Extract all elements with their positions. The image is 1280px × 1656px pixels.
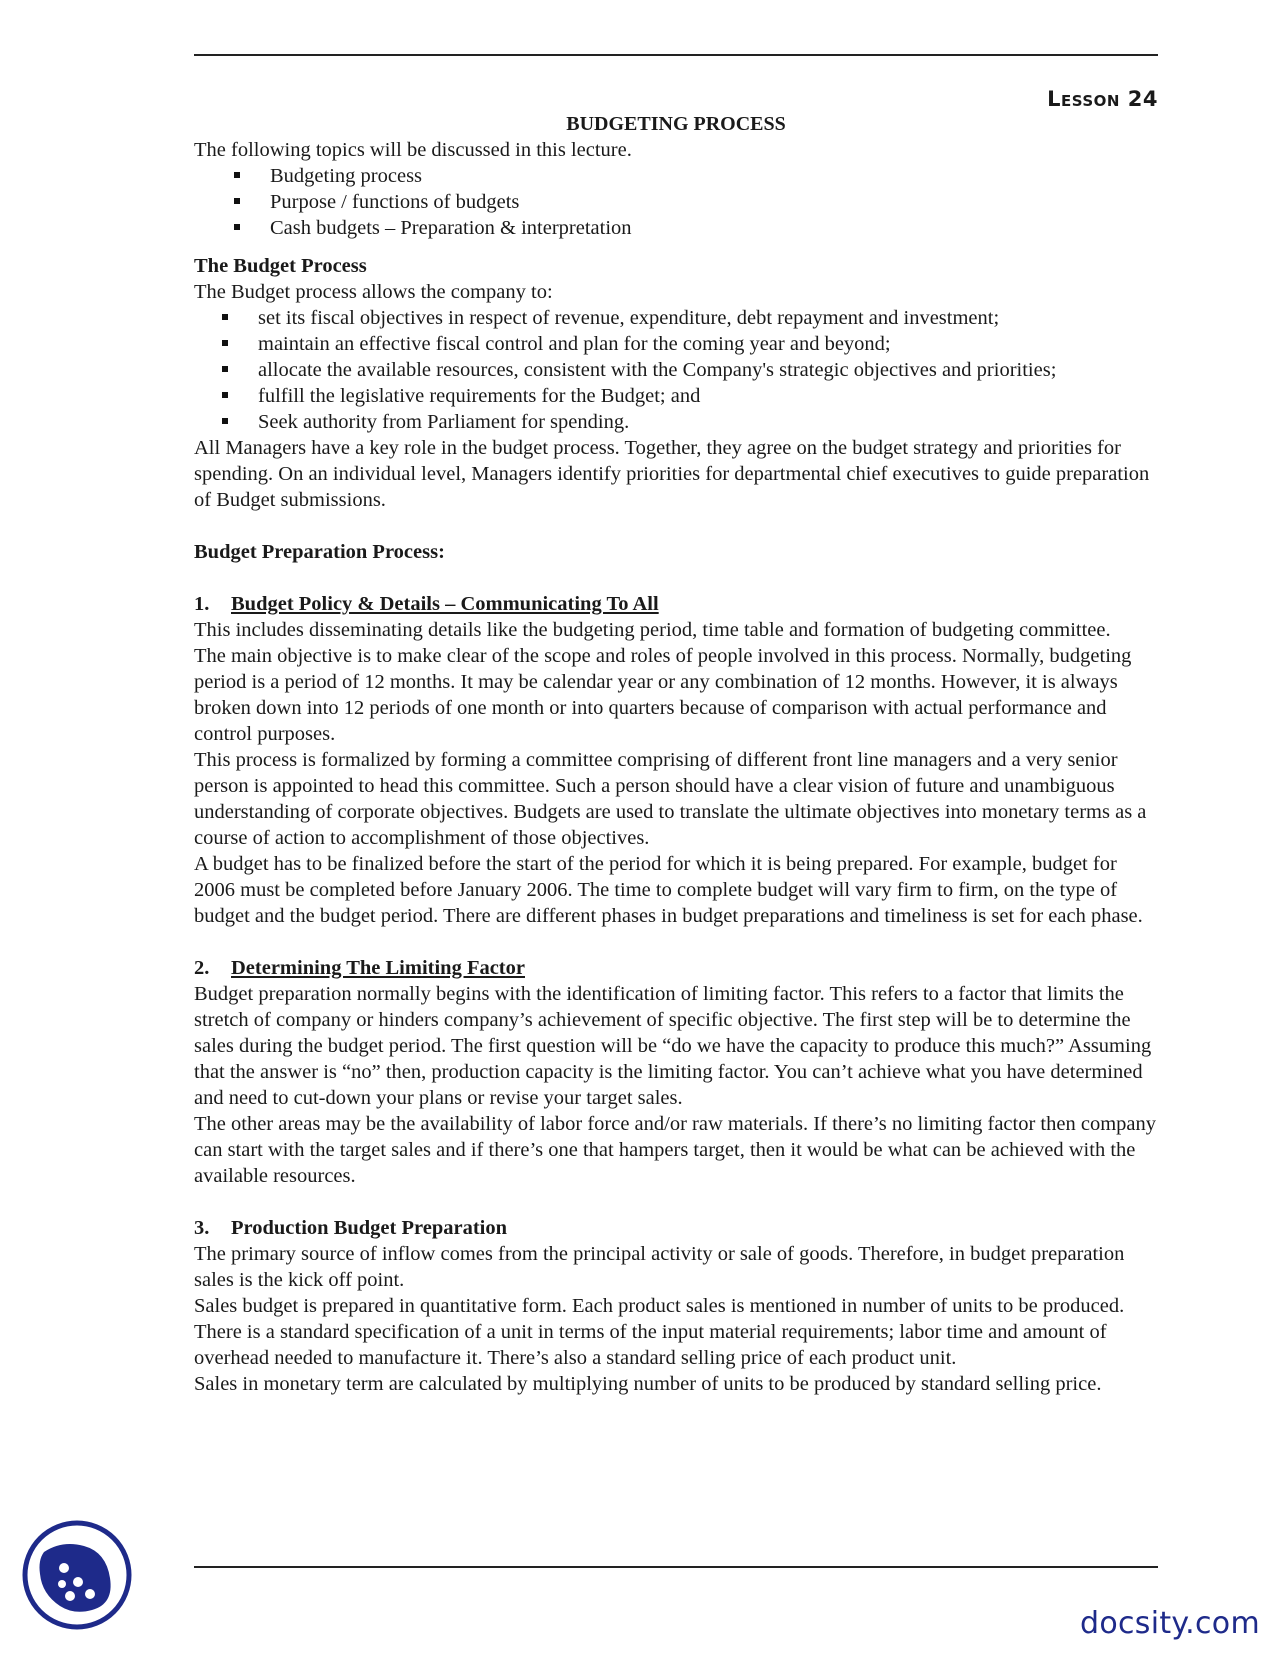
section-1-paragraph: This includes disseminating details like the budgeting period, time table and formation of budgeting committee. bbox=[194, 619, 1111, 641]
list-item-text: set its fiscal objectives in respect of revenue, expenditure, debt repayment and investment; bbox=[258, 307, 1000, 329]
section-number: 3. bbox=[194, 1217, 210, 1239]
bullet-icon bbox=[222, 314, 228, 320]
top-rule bbox=[194, 54, 1158, 56]
list-item bbox=[222, 305, 1158, 331]
section-3-paragraph: Sales budget is prepared in quantitative form. Each product sales is mentioned in number of units to be produced. There is a standard specification of a unit in terms of the input material requirements; labor time and amount of overhead needed to manufacture it. There’s also a standard selling price of each product unit. bbox=[194, 1295, 1125, 1369]
budget-process-paragraph: All Managers have a key role in the budget process. Together, they agree on the budget strategy and priorities for spending. On an individual level, Managers identify priorities for departmental chief executives to guide preparation of Budget submissions. bbox=[194, 437, 1150, 511]
list-item bbox=[222, 331, 1158, 357]
list-item-text: fulfill the legislative requirements for the Budget; and bbox=[258, 385, 701, 407]
bottom-rule bbox=[194, 1566, 1158, 1568]
bullet-icon bbox=[234, 172, 240, 178]
lesson-label: Lesson 24 bbox=[1047, 87, 1158, 111]
section-2-paragraph: The other areas may be the availability of labor force and/or raw materials. If there’s no limiting factor then company can start with the target sales and if there’s one that hampers target, then it would be what can be achieved with the available resources. bbox=[194, 1113, 1156, 1187]
section-1-paragraph: This process is formalized by forming a committee comprising of different front line managers and a very senior person is appointed to head this committee. Such a person should have a clear vision of future and unambiguous understanding of corporate objectives. Budgets are used to translate the ultimate objectives into monetary terms as a course of action to accomplishment of those objectives. bbox=[194, 749, 1147, 849]
topic-text: Budgeting process bbox=[270, 165, 423, 187]
bullet-icon bbox=[222, 366, 228, 372]
section-3-heading bbox=[194, 1215, 1158, 1241]
topic-text: Purpose / functions of budgets bbox=[270, 191, 520, 213]
budget-process-lead: The Budget process allows the company to: bbox=[194, 281, 553, 303]
bullet-icon bbox=[222, 392, 228, 398]
section-3-paragraph: The primary source of inflow comes from the principal activity or sale of goods. Therefore, in budget preparation sales is the kick off point. bbox=[194, 1243, 1125, 1291]
bullet-icon bbox=[234, 224, 240, 230]
list-item bbox=[222, 409, 1158, 435]
brand-link[interactable]: docsity.com bbox=[1079, 1606, 1260, 1641]
section-2-paragraph: Budget preparation normally begins with the identification of limiting factor. This refers to a factor that limits the stretch of company or hinders company’s achievement of specific objective. The first step will be to determine the sales during the budget period. The first question will be “do we have the capacity to produce this much?” Assuming that the answer is “no” then, production capacity is the limiting factor. You can’t achieve what you have determined and need to cut-down your plans or revise your target sales. bbox=[194, 983, 1152, 1109]
list-item-text: allocate the available resources, consistent with the Company's strategic objectives and priorities; bbox=[258, 359, 1057, 381]
bullet-icon bbox=[234, 198, 240, 204]
list-item bbox=[222, 357, 1158, 383]
topic-item bbox=[234, 215, 1158, 241]
section-1-heading bbox=[194, 591, 1158, 617]
topic-text: Cash budgets – Preparation & interpretation bbox=[270, 217, 632, 239]
section-title: Production Budget Preparation bbox=[231, 1217, 507, 1239]
list-item bbox=[222, 383, 1158, 409]
intro-text: The following topics will be discussed in this lecture. bbox=[194, 139, 632, 161]
topics-list bbox=[194, 163, 1158, 241]
section-1-paragraph: A budget has to be finalized before the start of the period for which it is being prepared. For example, budget for 2006 must be completed before January 2006. The time to complete budget will vary firm to firm, on the type of budget and the budget period. There are different phases in budget preparations and timeliness is set for each phase. bbox=[194, 853, 1143, 927]
page-title: BUDGETING PROCESS bbox=[566, 113, 786, 135]
bullet-icon bbox=[222, 418, 228, 424]
section-1-paragraph: The main objective is to make clear of the scope and roles of people involved in this process. Normally, budgeting period is a period of 12 months. It may be calendar year or any combination of 12 months. However, it is always broken down into 12 periods of one month or into quarters because of comparison with actual performance and control purposes. bbox=[194, 645, 1132, 745]
section-number: 1. bbox=[194, 593, 210, 615]
budget-process-heading: The Budget Process bbox=[194, 255, 367, 277]
budget-process-list bbox=[194, 305, 1158, 435]
section-2-heading bbox=[194, 955, 1158, 981]
document-page bbox=[194, 84, 1158, 1397]
docsity-logo-icon[interactable] bbox=[22, 1520, 132, 1630]
section-3-paragraph: Sales in monetary term are calculated by multiplying number of units to be produced by standard selling price. bbox=[194, 1373, 1102, 1395]
bullet-icon bbox=[222, 340, 228, 346]
list-item-text: maintain an effective fiscal control and plan for the coming year and beyond; bbox=[258, 333, 891, 355]
topic-item bbox=[234, 163, 1158, 189]
list-item-text: Seek authority from Parliament for spending. bbox=[258, 411, 630, 433]
section-number: 2. bbox=[194, 957, 210, 979]
topic-item bbox=[234, 189, 1158, 215]
section-title: Determining The Limiting Factor bbox=[231, 957, 525, 979]
prep-heading: Budget Preparation Process: bbox=[194, 541, 445, 563]
section-title: Budget Policy & Details – Communicating To All bbox=[231, 593, 659, 615]
